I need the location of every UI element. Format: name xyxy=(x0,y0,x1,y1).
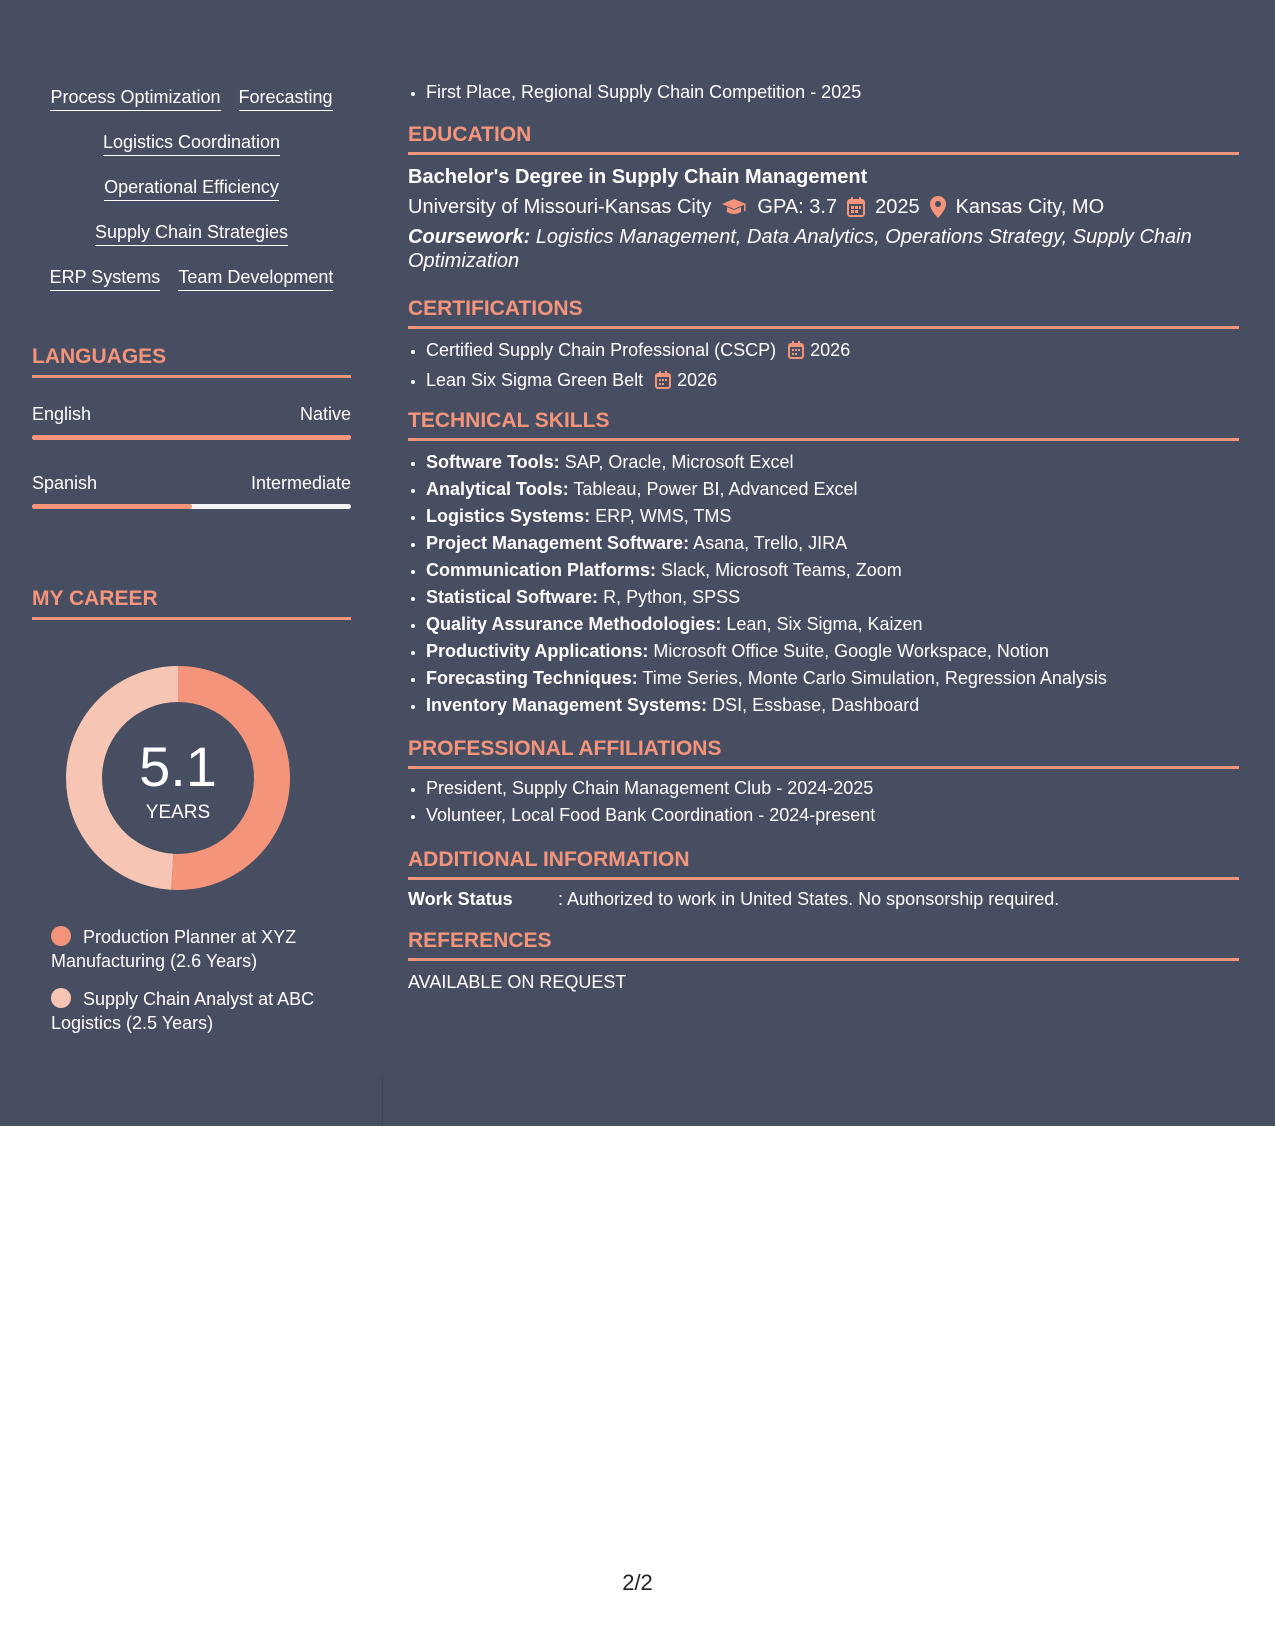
career-heading: MY CAREER xyxy=(32,586,351,620)
list-item: • President, Supply Chain Management Club - 2024-2025 xyxy=(426,775,875,802)
skill-tag: Logistics Coordination xyxy=(103,131,280,156)
skill-category: Analytical Tools: xyxy=(426,479,569,499)
language-bar-fill xyxy=(32,504,192,509)
skills-row xyxy=(32,86,351,111)
list-item xyxy=(426,557,1107,584)
legend-dot xyxy=(51,988,71,1008)
work-status-value: : Authorized to work in United States. No sponsorship required. xyxy=(558,889,1060,909)
technical-skills-list xyxy=(408,449,1107,719)
legend-dot xyxy=(51,926,71,946)
language-level: Native xyxy=(299,404,351,424)
list-item xyxy=(426,476,1107,503)
coursework xyxy=(408,225,1208,273)
list-item: • First Place, Regional Supply Chain Competition - 2025 xyxy=(426,79,861,106)
graduation-cap-icon xyxy=(721,197,747,217)
career-legend-item xyxy=(51,987,351,1035)
certification-name: Certified Supply Chain Professional (CSCP) xyxy=(426,340,777,360)
technical-skills-heading: TECHNICAL SKILLS xyxy=(408,408,1239,441)
skill-category: Statistical Software: xyxy=(426,587,599,607)
degree-title: Bachelor's Degree in Supply Chain Management xyxy=(408,166,868,188)
skill-category: Communication Platforms: xyxy=(426,560,657,580)
coursework-list: Logistics Management, Data Analytics, Operations Strategy, Supply Chain Optimization xyxy=(408,226,1192,272)
language-level: Intermediate xyxy=(250,473,351,493)
certifications-list xyxy=(408,337,850,397)
coursework-label: Coursework: xyxy=(408,226,531,248)
career-donut-chart xyxy=(66,666,290,890)
page-number: 2/2 xyxy=(622,1570,653,1595)
list-item: • Volunteer, Local Food Bank Coordination - 2024-present xyxy=(426,802,875,829)
language-spanish xyxy=(32,472,351,509)
references-text: AVAILABLE ON REQUEST xyxy=(408,972,627,992)
certification-name: Lean Six Sigma Green Belt xyxy=(426,370,644,390)
skill-values: Tableau, Power BI, Advanced Excel xyxy=(573,479,858,499)
skill-values: Asana, Trello, JIRA xyxy=(693,533,848,553)
skill-tag: ERP Systems xyxy=(50,266,161,291)
list-item xyxy=(426,638,1107,665)
skills-row xyxy=(32,131,351,156)
skill-category: Logistics Systems: xyxy=(426,506,591,526)
skill-values: Microsoft Office Suite, Google Workspace, Notion xyxy=(653,641,1049,661)
list-item xyxy=(426,449,1107,476)
education-meta xyxy=(408,194,1104,220)
language-bar xyxy=(32,504,351,509)
career-legend-item xyxy=(51,925,351,973)
career-total: 5.1 xyxy=(139,735,217,798)
skill-category: Inventory Management Systems: xyxy=(426,695,708,715)
awards-list xyxy=(408,79,861,106)
skill-values: SAP, Oracle, Microsoft Excel xyxy=(564,452,794,472)
list-item xyxy=(426,530,1107,557)
column-divider xyxy=(382,1076,383,1126)
additional-info-heading: ADDITIONAL INFORMATION xyxy=(408,847,1239,880)
skill-values: Lean, Six Sigma, Kaizen xyxy=(726,614,923,634)
school-name: University of Missouri-Kansas City xyxy=(408,196,712,218)
language-english xyxy=(32,403,351,440)
references-heading: REFERENCES xyxy=(408,928,1239,961)
language-name: English xyxy=(32,404,92,424)
calendar-icon xyxy=(655,370,671,397)
graduation-year: 2025 xyxy=(875,196,920,218)
affiliations-heading: PROFESSIONAL AFFILIATIONS xyxy=(408,736,1239,769)
skill-category: Software Tools: xyxy=(426,452,560,472)
calendar-icon xyxy=(788,340,804,367)
skills-row xyxy=(32,266,351,291)
skill-tag: Supply Chain Strategies xyxy=(95,221,288,246)
affiliations-list xyxy=(408,775,875,829)
list-item xyxy=(426,584,1107,611)
list-item xyxy=(426,337,850,367)
skills-row xyxy=(32,221,351,246)
list-item xyxy=(426,367,850,397)
calendar-icon xyxy=(847,197,865,217)
skill-tag: Team Development xyxy=(178,266,333,291)
list-item xyxy=(426,611,1107,638)
skill-tag: Process Optimization xyxy=(50,86,220,111)
work-status xyxy=(408,887,1239,911)
skill-category: Forecasting Techniques: xyxy=(426,668,638,688)
education-heading: EDUCATION xyxy=(408,122,1239,155)
location-pin-icon xyxy=(930,196,946,218)
list-item xyxy=(426,503,1107,530)
school-location: Kansas City, MO xyxy=(955,196,1105,218)
skill-values: ERP, WMS, TMS xyxy=(595,506,732,526)
language-bar xyxy=(32,435,351,440)
skill-values: Slack, Microsoft Teams, Zoom xyxy=(661,560,902,580)
skill-category: Productivity Applications: xyxy=(426,641,649,661)
language-name: Spanish xyxy=(32,473,98,493)
skill-values: R, Python, SPSS xyxy=(603,587,741,607)
skill-category: Quality Assurance Methodologies: xyxy=(426,614,722,634)
certification-year: 2026 xyxy=(810,340,851,360)
certification-year: 2026 xyxy=(677,370,718,390)
gpa: GPA: 3.7 xyxy=(757,196,838,218)
skill-tag: Forecasting xyxy=(239,86,333,111)
skills-row xyxy=(32,176,351,201)
career-unit: YEARS xyxy=(145,802,211,823)
language-bar-fill xyxy=(32,435,351,440)
skill-tag: Operational Efficiency xyxy=(104,176,279,201)
languages-heading: LANGUAGES xyxy=(32,344,351,378)
certifications-heading: CERTIFICATIONS xyxy=(408,296,1239,329)
skill-values: DSI, Essbase, Dashboard xyxy=(712,695,920,715)
career-role: Supply Chain Analyst at ABC Logistics (2.5 Years) xyxy=(51,989,315,1033)
list-item xyxy=(426,692,1107,719)
skill-category: Project Management Software: xyxy=(426,533,690,553)
work-status-label: Work Status xyxy=(408,889,513,909)
list-item xyxy=(426,665,1107,692)
career-role: Production Planner at XYZ Manufacturing (2.6 Years) xyxy=(51,927,297,971)
skill-values: Time Series, Monte Carlo Simulation, Regression Analysis xyxy=(642,668,1107,688)
